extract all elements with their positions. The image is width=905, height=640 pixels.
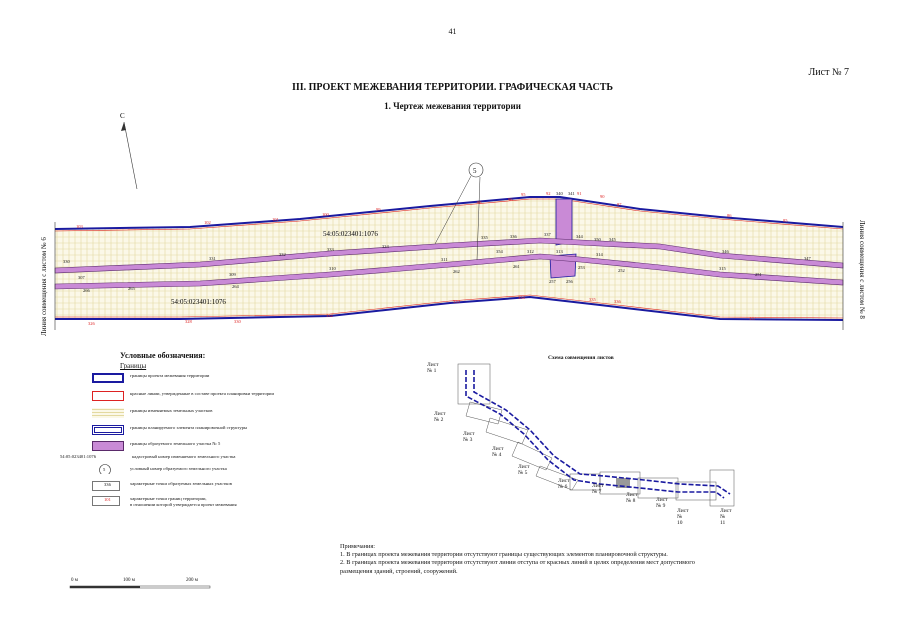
red-point: 100 — [322, 212, 329, 217]
black-point: 309 — [229, 272, 236, 277]
legend-circle-number: 5 — [103, 467, 106, 472]
north-arrow-head — [121, 122, 126, 131]
legend-text: характерные точки границ территории, — [130, 496, 207, 501]
black-point: 262 — [453, 269, 460, 274]
legend-cad-number: 54:05:023401:1076 — [60, 454, 96, 459]
scale-label-100: 100 м — [123, 578, 135, 583]
red-point: 98 — [477, 200, 482, 205]
scheme-sheet-4: Лист № 4 — [492, 446, 504, 458]
red-point: 90 — [600, 194, 605, 199]
scheme-title: Схема совмещения листов — [548, 355, 614, 361]
scheme-sheet-9: Лист № 9 — [656, 497, 668, 509]
north-arrow — [124, 122, 137, 189]
black-point: 336 — [510, 234, 517, 239]
page-title: III. ПРОЕКТ МЕЖЕВАНИЯ ТЕРРИТОРИИ. ГРАФИЧЕСКАЯ ЧАСТЬ — [291, 82, 614, 93]
legend-text: границы образуемого земельного участка № 5 — [130, 441, 221, 446]
legend-subtitle: Границы — [120, 362, 147, 370]
red-point: 95 — [521, 192, 526, 197]
red-point: 336 — [614, 299, 621, 304]
black-point: 315 — [719, 266, 726, 271]
black-point: 331 — [209, 256, 216, 261]
black-point: 310 — [329, 266, 336, 271]
black-point: 264 — [232, 284, 239, 289]
black-point: 350 — [594, 237, 601, 242]
black-point: 347 — [804, 256, 811, 261]
legend-text: условный номер образуемого земельного участка — [130, 466, 227, 471]
red-point: 335 — [589, 297, 596, 302]
legend-row-project-boundary — [92, 371, 352, 385]
black-point: 251 — [755, 272, 762, 277]
red-point: 333 — [453, 299, 460, 304]
legend-row-circle-number — [92, 464, 352, 478]
scheme-sheet-10: Лист № 10 — [677, 508, 689, 526]
scheme-route-2 — [474, 370, 730, 494]
legend-symbol — [92, 464, 124, 474]
legend-row-parcel-5 — [92, 439, 352, 453]
black-point: 261 — [513, 264, 520, 269]
black-point: 266 — [83, 288, 90, 293]
black-point: 253 — [578, 265, 585, 270]
legend-text: в отношении которой утверждается проект межевания — [130, 502, 237, 507]
scheme-sheet-3: Лист № 3 — [463, 431, 475, 443]
north-label: С — [120, 112, 125, 120]
scheme-sheet-11: Лист № 11 — [720, 508, 732, 526]
scale-label-0: 0 м — [71, 578, 78, 583]
right-side-label: Линия совмещения с листом № 8 — [858, 220, 866, 319]
note-1: 1. В границах проекта межевания территории отсутствуют границы существующих элементов планировочной структуры. — [340, 551, 668, 559]
parcel-5-top — [556, 199, 572, 245]
black-point: 256 — [566, 279, 573, 284]
red-point: 91 — [577, 191, 582, 196]
red-point: 101 — [272, 217, 279, 222]
legend-symbol — [92, 391, 124, 401]
black-point: 334 — [382, 244, 389, 249]
red-point: 99 — [376, 207, 381, 212]
sheet-scheme — [440, 362, 750, 522]
legend-text: границы планируемого элемента планировочной структуры — [130, 425, 248, 430]
page-subtitle: 1. Чертеж межевания территории — [384, 101, 521, 111]
red-point: 326 — [88, 321, 95, 326]
scheme-sheet-5: Лист № 5 — [518, 464, 530, 476]
black-point: 354 — [496, 249, 503, 254]
note-3: размещения зданий, строений, сооружений. — [340, 567, 458, 575]
red-point: 340 — [556, 191, 563, 196]
black-point: 337 — [544, 232, 551, 237]
notes — [340, 543, 800, 576]
black-point: 333 — [327, 247, 334, 252]
red-point: 103 — [76, 224, 83, 229]
black-point: 311 — [441, 257, 448, 262]
scheme-sheet-2: Лист № 2 — [434, 411, 446, 423]
black-point: 314 — [596, 252, 603, 257]
red-point: 337 — [749, 316, 756, 321]
scheme-sheet-1: Лист № 1 — [427, 362, 439, 374]
red-point: 341 — [568, 191, 575, 196]
legend-title: Условные обозначения: — [120, 351, 206, 360]
scale-label-200: 200 м — [186, 578, 198, 583]
red-point: 92 — [546, 191, 551, 196]
legend-row-changed-parcels — [92, 406, 352, 420]
page-number: 41 — [448, 27, 457, 36]
parcel-label-bottom: 54:05:023401:1076 — [171, 298, 226, 306]
black-point: 344 — [576, 234, 583, 239]
legend-text: кадастровый номер изменяемого земельного участка — [132, 454, 236, 459]
legend-point-black: 336 — [104, 482, 111, 487]
sheet-label: Лист № 7 — [808, 67, 849, 78]
scheme-sheet-8: Лист № 8 — [626, 492, 638, 504]
red-point: 102 — [204, 220, 211, 225]
legend-symbol — [92, 425, 124, 435]
legend-row-red-lines — [92, 389, 352, 403]
black-point: 346 — [722, 249, 729, 254]
legend-symbol — [92, 441, 124, 451]
black-point: 345 — [609, 237, 616, 242]
red-point: 332 — [326, 313, 333, 318]
red-point: 85 — [783, 218, 788, 223]
black-point: 265 — [128, 286, 135, 291]
red-point: 334 — [518, 295, 525, 300]
legend-text: характерные точки образуемых земельных участков — [130, 481, 232, 486]
legend-row-structure — [92, 423, 352, 437]
red-point: 87 — [617, 202, 622, 207]
black-point: 257 — [549, 279, 556, 284]
black-point: 330 — [63, 259, 70, 264]
callout-number: 5 — [473, 167, 477, 175]
black-point: 332 — [279, 252, 286, 257]
red-point: 330 — [234, 319, 241, 324]
black-point: 252 — [618, 268, 625, 273]
legend-row-black-points — [92, 479, 352, 493]
red-point: 86 — [727, 213, 732, 218]
red-point: 328 — [185, 319, 192, 324]
red-point: 96 — [508, 197, 513, 202]
scale-bar — [68, 580, 228, 592]
legend-text: красные линии, утвержденные в составе проекта планировки территории — [130, 391, 274, 396]
notes-title: Примечания: — [340, 543, 376, 550]
black-point: 312 — [527, 249, 534, 254]
legend-text: границы проекта межевания территории — [130, 373, 210, 378]
legend-point-red: 101 — [104, 497, 111, 502]
parcel-label-top: 54:05:023401:1076 — [323, 230, 378, 238]
legend-text: границы изменяемых земельных участков — [130, 408, 213, 413]
left-side-label: Линия совмещения с листом № 6 — [40, 237, 48, 336]
scheme-sheet-6: Лист № 6 — [558, 478, 570, 490]
scheme-route — [466, 370, 724, 498]
black-point: 307 — [78, 275, 85, 280]
note-2: 2. В границах проекта межевания территории отсутствуют линии отступа от красных линий в целях определения мест допустимого — [340, 559, 695, 567]
black-point: 313 — [556, 249, 563, 254]
legend-row-red-points — [92, 494, 352, 510]
scheme-sheet-7: Лист № 7 — [592, 483, 604, 495]
black-point: 335 — [481, 235, 488, 240]
legend-symbol — [92, 373, 124, 383]
legend-symbol — [92, 408, 124, 418]
